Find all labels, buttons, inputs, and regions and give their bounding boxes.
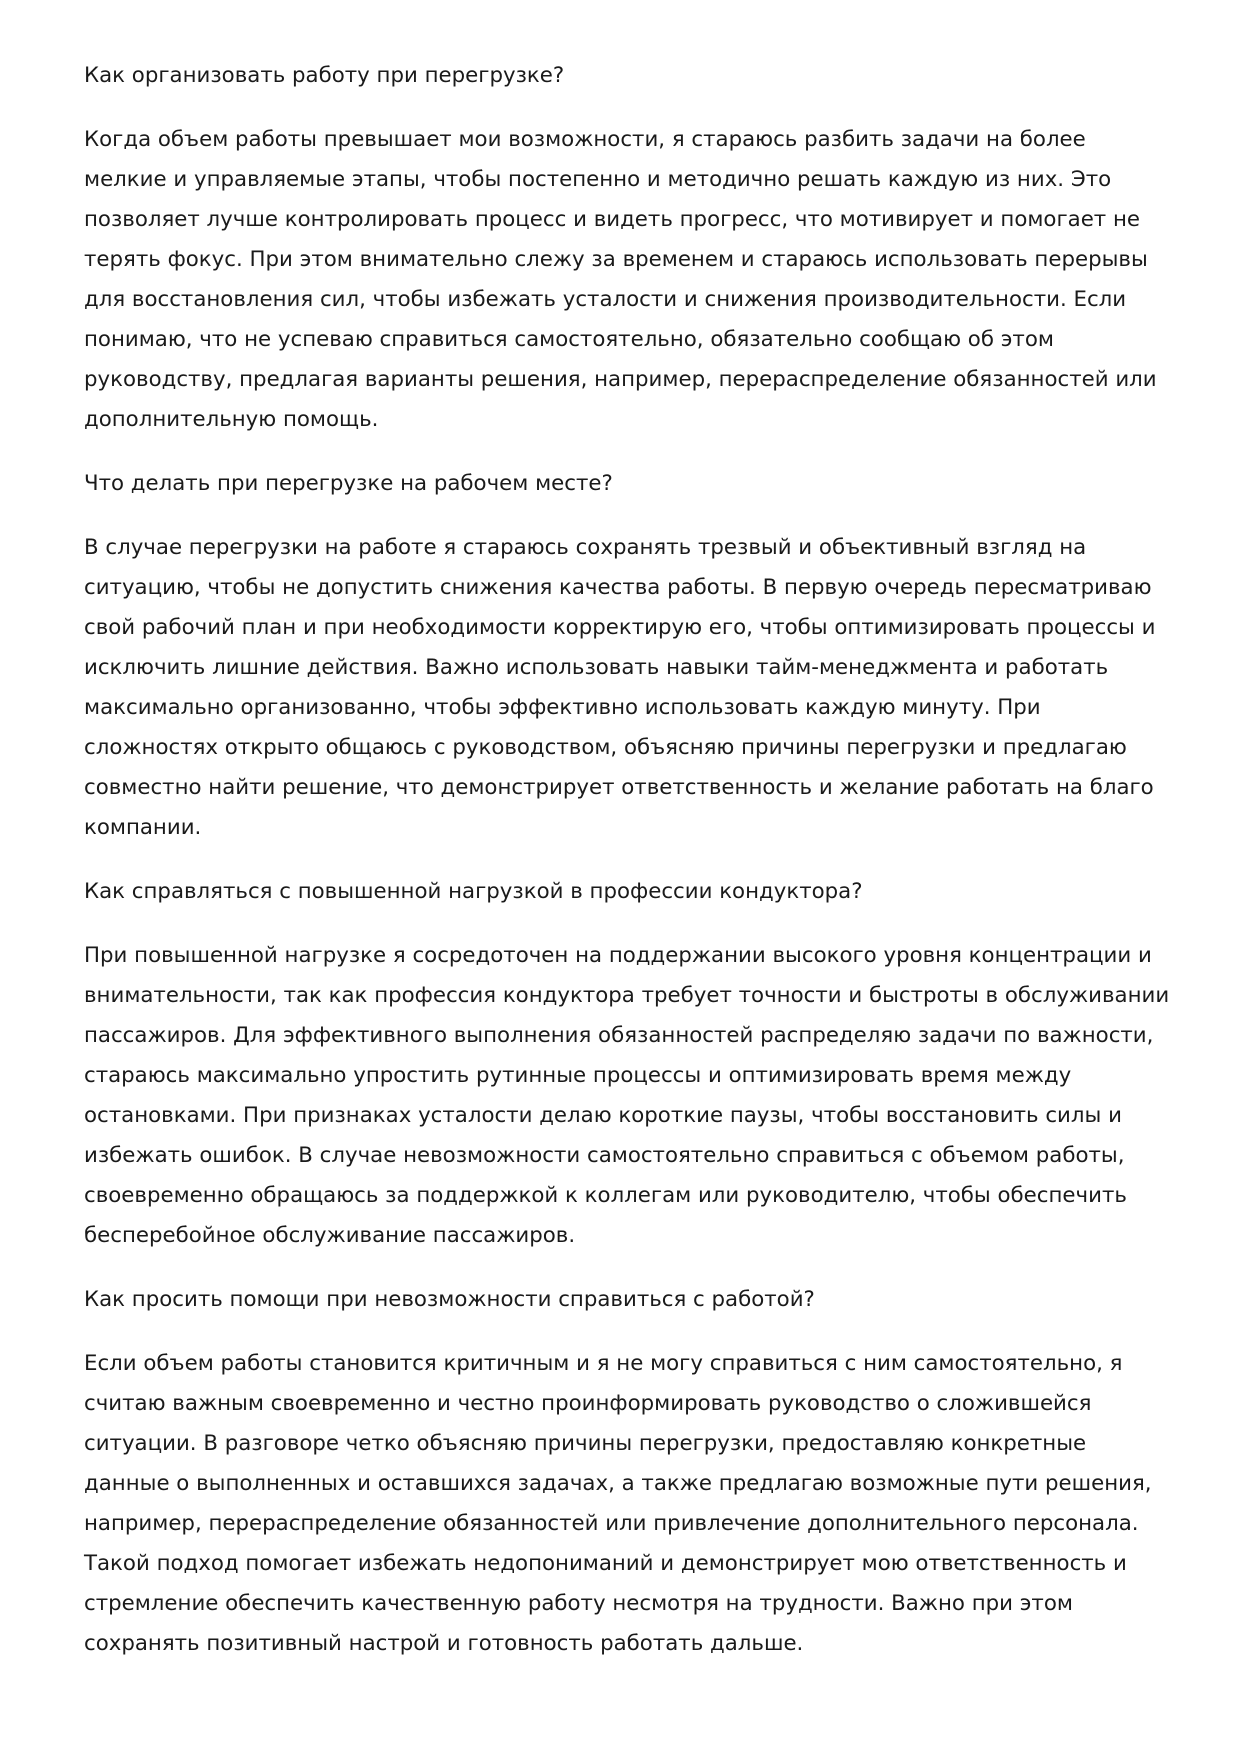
section-heading: Как справляться с повышенной нагрузкой в профессии кондуктора? [84,879,863,904]
section-paragraph: При повышенной нагрузке я сосредоточен на поддержании высокого уровня концентрации и внимательности, так как профессия кондуктора требует точности и быстроты в обслуживании пассажиров. Для эффективного выполнения обязанностей распределяю задачи по важности, стараюсь максимально упростить рутинные процессы и оптимизировать время между остановками. При признаках усталости делаю короткие паузы, чтобы восстановить силы и избежать ошибок. В случае невозможности самостоятельно справиться с объемом работы, своевременно обращаюсь за поддержкой к коллегам или руководителю, чтобы обеспечить бесперебойное обслуживание пассажиров. [84,943,1170,1248]
section-paragraph: В случае перегрузки на работе я стараюсь сохранять трезвый и объективный взгляд на ситуацию, чтобы не допустить снижения качества работы. В первую очередь пересматриваю свой рабочий план и при необходимости корректирую его, чтобы оптимизировать процессы и исключить лишние действия. Важно использовать навыки тайм-менеджмента и работать максимально организованно, чтобы эффективно использовать каждую минуту. При сложностях открыто общаюсь с руководством, объясняю причины перегрузки и предлагаю совместно найти решение, что демонстрирует ответственность и желание работать на благо компании. [84,535,1156,840]
section-paragraph: Если объем работы становится критичным и я не могу справиться с ним самостоятельно, я считаю важным своевременно и честно проинформировать руководство о сложившейся ситуации. В разговоре четко объясняю причины перегрузки, предоставляю конкретные данные о выполненных и оставшихся задачах, а также предлагаю возможные пути решения, например, перераспределение обязанностей или привлечение дополнительного персонала. Такой подход помогает избежать недопониманий и демонстрирует мою ответственность и стремление обеспечить качественную работу несмотря на трудности. Важно при этом сохранять позитивный настрой и готовность работать дальше. [84,1351,1152,1656]
document-body [84,56,1174,1688]
section-paragraph: Когда объем работы превышает мои возможности, я стараюсь разбить задачи на более мелкие и управляемые этапы, чтобы постепенно и методично решать каждую из них. Это позволяет лучше контролировать процесс и видеть прогресс, что мотивирует и помогает не терять фокус. При этом внимательно слежу за временем и стараюсь использовать перерывы для восстановления сил, чтобы избежать усталости и снижения производительности. Если понимаю, что не успеваю справиться самостоятельно, обязательно сообщаю об этом руководству, предлагая варианты решения, например, перераспределение обязанностей или дополнительную помощь. [84,127,1157,432]
section-heading: Как просить помощи при невозможности справиться с работой? [84,1287,815,1312]
section-heading: Как организовать работу при перегрузке? [84,63,565,88]
section-heading: Что делать при перегрузке на рабочем месте? [84,471,613,496]
